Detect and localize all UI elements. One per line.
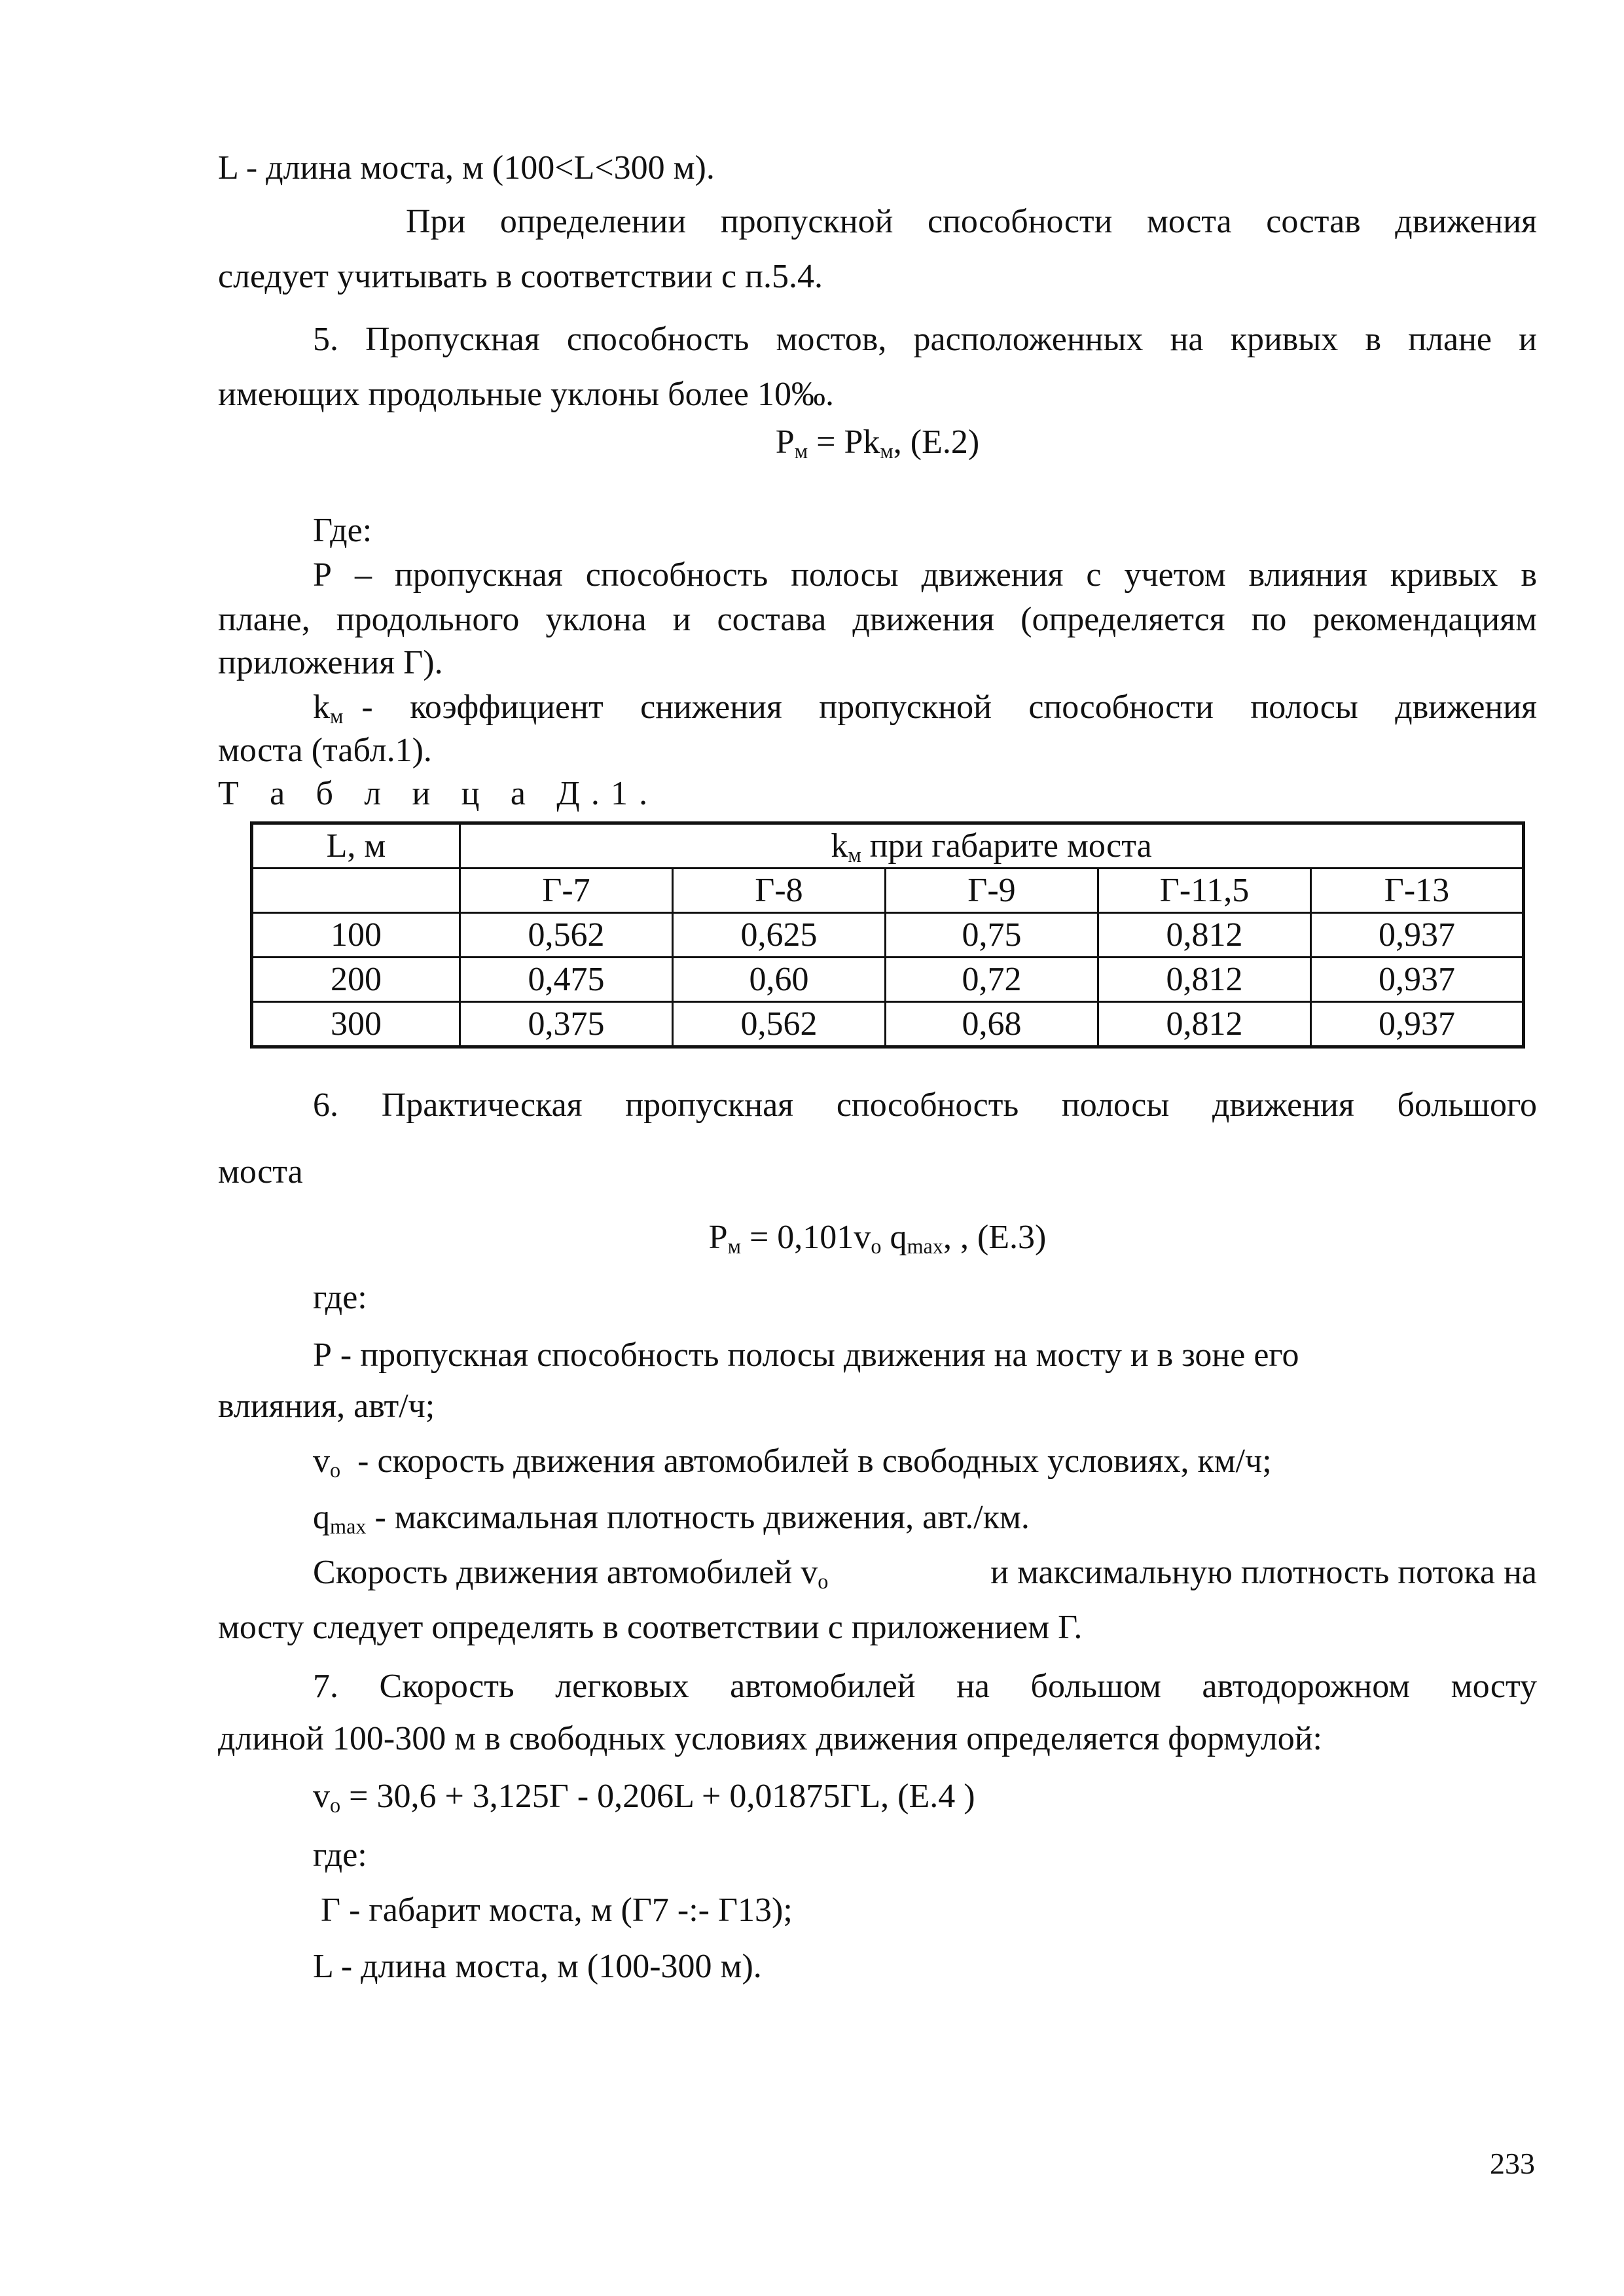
text-fragment: Скорость движения автомобилей v — [313, 1554, 818, 1591]
text-line-content: L - длина моста, м (100-300 м). — [313, 1948, 762, 1985]
formula-e4 — [313, 1776, 1537, 1817]
formula-e3 — [218, 1217, 1537, 1258]
formula-symbol: Р — [708, 1219, 728, 1256]
text-line — [406, 202, 1537, 242]
coefficient-table — [250, 821, 1525, 1049]
formula-subscript: о — [330, 1793, 341, 1818]
text-line-content — [313, 1552, 828, 1593]
text-line — [313, 1441, 1537, 1482]
text-line-content: моста (табл.1). — [218, 732, 432, 769]
table-header-cell: L, м — [252, 823, 460, 869]
q-subscript: max — [330, 1515, 367, 1539]
table-cell: 0,937 — [1311, 1002, 1524, 1047]
text-line-content: длиной 100-300 м в свободных условиях движения определяется формулой: — [218, 1720, 1323, 1757]
text-line — [218, 1152, 1537, 1193]
text-line-content: - максимальная плотность движения, авт./км. — [374, 1499, 1030, 1536]
text-line-content: и максимальную плотность потока на — [990, 1554, 1537, 1591]
table-cell: 0,625 — [673, 913, 886, 958]
table-column-header: Г-8 — [673, 869, 886, 913]
text-line-content: Р – пропускная способность полосы движения с учетом влияния кривых в — [313, 556, 1537, 594]
text-line-content: моста — [218, 1153, 303, 1191]
text-line — [313, 1498, 1537, 1538]
table-caption — [218, 774, 1537, 814]
text-line — [218, 1386, 1537, 1427]
text-line — [218, 374, 1537, 415]
table-cell: 0,60 — [673, 958, 886, 1002]
table-header-cell — [460, 823, 1524, 869]
text-line — [321, 1890, 1545, 1931]
text-line — [218, 600, 1537, 640]
text-line-content: следует учитывать в соответствии с п.5.4. — [218, 258, 823, 295]
k-subscript: м — [848, 842, 861, 867]
table-cell: 0,812 — [1098, 913, 1311, 958]
text-line-content: Р - пропускная способность полосы движения на мосту и в зоне его — [313, 1336, 1299, 1374]
formula-text: = Рk — [808, 423, 880, 461]
text-line — [218, 257, 1537, 297]
v-symbol: v — [313, 1443, 330, 1480]
table-cell: 0,937 — [1311, 913, 1524, 958]
text-line — [218, 1607, 1537, 1648]
table-cell — [252, 869, 460, 913]
text-line — [313, 1835, 1537, 1876]
table-caption-text: Т а б л и ц а Д.1. — [218, 775, 659, 812]
k-letter: k — [831, 827, 848, 865]
table-row — [252, 913, 1524, 958]
table-cell: 0,812 — [1098, 1002, 1311, 1047]
text-line-content: мосту следует определять в соответствии с приложением Г. — [218, 1609, 1083, 1646]
text-line-content: Где: — [313, 512, 372, 549]
page-number: 233 — [1490, 2147, 1535, 2180]
text-line-content: При определении пропускной способности моста состав движения — [406, 203, 1537, 240]
text-line — [313, 1278, 1537, 1318]
table-row — [252, 958, 1524, 1002]
v-subscript: о — [330, 1458, 341, 1482]
k-subscript: м — [330, 704, 344, 728]
text-line — [313, 1552, 1537, 1593]
text-line-content: имеющих продольные уклоны более 10‰. — [218, 376, 835, 413]
table-column-header: Г-13 — [1311, 869, 1524, 913]
formula-subscript: м — [880, 439, 893, 463]
formula-subscript: м — [794, 439, 808, 463]
formula-text: = 0,101v — [740, 1219, 871, 1256]
k-symbol — [313, 687, 343, 728]
formula-text: = 30,6 + 3,125Г - 0,206L + 0,01875ГL, (Е.4 ) — [340, 1778, 975, 1815]
text-line-content: 6. Практическая пропускная способность полосы движения большого — [313, 1086, 1537, 1124]
text-line — [218, 643, 1537, 683]
text-line-content: приложения Г). — [218, 644, 443, 681]
text-line — [313, 1335, 1537, 1376]
table-cell: 0,75 — [886, 913, 1098, 958]
text-line — [313, 511, 1537, 551]
formula-symbol: q — [890, 1219, 907, 1256]
text-line-content: где: — [313, 1279, 367, 1316]
table-cell: 0,937 — [1311, 958, 1524, 1002]
text-line-content: L - длина моста, м (100<L<300 м). — [218, 149, 715, 187]
table-row — [252, 1002, 1524, 1047]
text-line — [313, 1666, 1537, 1707]
text-line-content: плане, продольного уклона и состава движения (определяется по рекомендациям — [218, 601, 1537, 638]
table-cell: 0,812 — [1098, 958, 1311, 1002]
table-cell: 0,475 — [460, 958, 673, 1002]
table-cell: 0,562 — [673, 1002, 886, 1047]
text-line — [313, 687, 1537, 728]
text-line-content: 5. Пропускная способность мостов, расположенных на кривых в плане и — [313, 321, 1537, 358]
table-column-header: Г-11,5 — [1098, 869, 1311, 913]
table-column-header: Г-9 — [886, 869, 1098, 913]
formula-subscript: max — [907, 1234, 943, 1259]
formula-e2 — [218, 422, 1537, 463]
table-cell: 0,562 — [460, 913, 673, 958]
formula-label: , (Е.2) — [893, 423, 980, 461]
text-line — [313, 1085, 1537, 1126]
text-line-content: Г - габарит моста, м (Г7 -:- Г13); — [321, 1892, 793, 1929]
text-line — [313, 1946, 1537, 1987]
q-symbol: q — [313, 1499, 330, 1536]
table-cell: 0,68 — [886, 1002, 1098, 1047]
table-cell: 200 — [252, 958, 460, 1002]
text-line — [313, 319, 1537, 360]
table-cell: 0,72 — [886, 958, 1098, 1002]
text-line-content: влияния, авт/ч; — [218, 1388, 435, 1425]
formula-subscript: о — [871, 1234, 882, 1259]
text-line — [313, 555, 1537, 596]
formula-label: , , (Е.3) — [943, 1219, 1047, 1256]
text-line — [218, 1719, 1537, 1759]
table-column-header: Г-7 — [460, 869, 673, 913]
text-line — [218, 148, 1537, 188]
table-header-text: при габарите моста — [861, 827, 1152, 865]
text-line — [218, 730, 1537, 771]
k-letter: k — [313, 689, 330, 726]
table-header-row — [252, 823, 1524, 869]
text-line-content: где: — [313, 1837, 367, 1874]
formula-subscript: м — [727, 1234, 741, 1259]
table-subheader-row — [252, 869, 1524, 913]
text-line-content: - коэффициент снижения пропускной способности полосы движения — [361, 689, 1537, 726]
formula-symbol: Р — [775, 423, 795, 461]
v-subscript: о — [818, 1570, 829, 1594]
text-line-content: 7. Скорость легковых автомобилей на большом автодорожном мосту — [313, 1668, 1537, 1705]
text-line-content: - скорость движения автомобилей в свободных условиях, км/ч; — [357, 1443, 1272, 1480]
table-cell: 300 — [252, 1002, 460, 1047]
table-cell: 0,375 — [460, 1002, 673, 1047]
formula-symbol: v — [313, 1778, 330, 1815]
table-cell: 100 — [252, 913, 460, 958]
